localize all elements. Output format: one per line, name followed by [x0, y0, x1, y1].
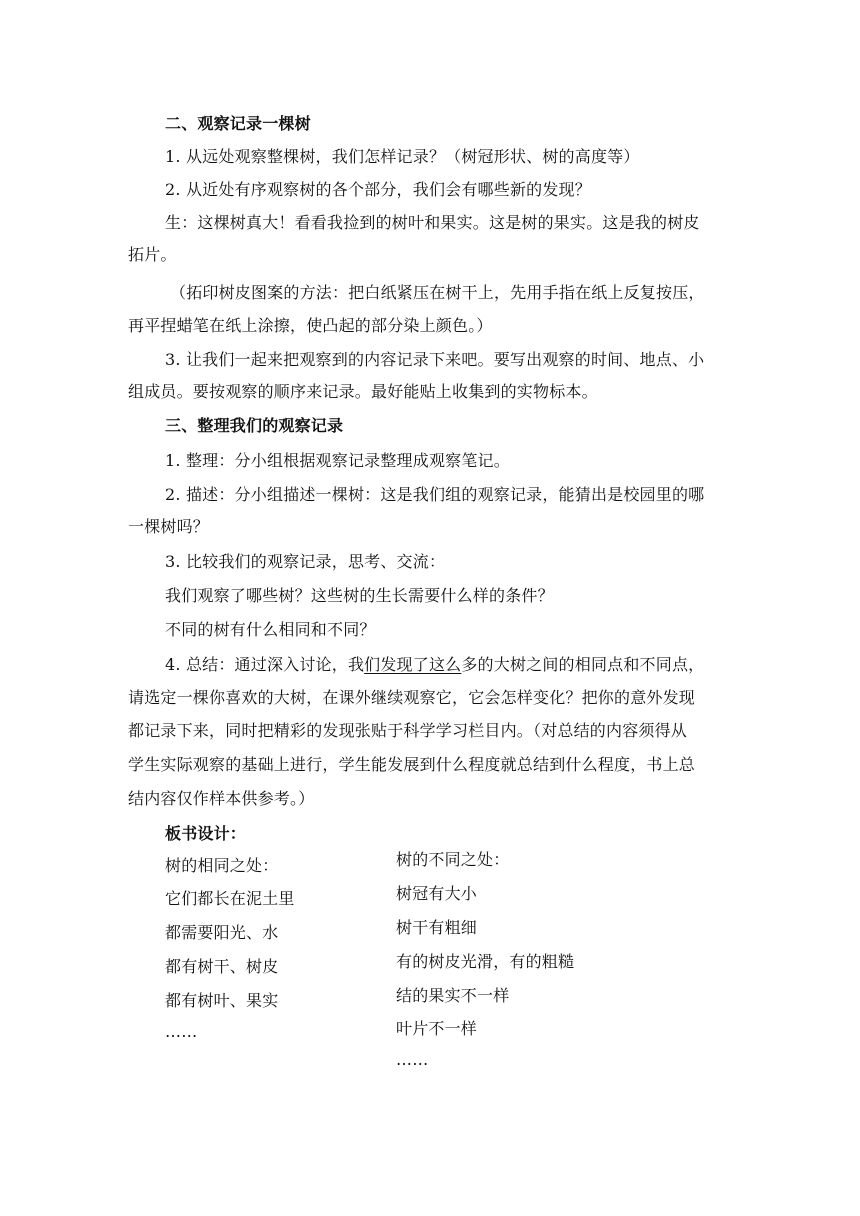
paragraph: 不同的树有什么相同和不同？	[165, 620, 376, 639]
board-right-item: 结的果实不一样	[396, 986, 510, 1005]
paragraph: 生：这棵树真大！看看我捡到的树叶和果实。这是树的果实。这是我的树皮	[165, 213, 700, 232]
section-heading-observe: 二、观察记录一棵树	[165, 114, 311, 133]
paragraph: 我们观察了哪些树？这些树的生长需要什么样的条件？	[165, 586, 554, 605]
paragraph: 1. 从远处观察整棵树，我们怎样记录？（树冠形状、树的高度等）	[165, 147, 640, 166]
paragraph: （拓印树皮图案的方法：把白纸紧压在树干上，先用手指在纸上反复按压，	[170, 283, 705, 302]
board-right-ellipsis: ……	[396, 1050, 429, 1069]
paragraph-summary	[165, 655, 704, 675]
paragraph-continuation: 结内容仅作样本供参考。）	[128, 789, 315, 808]
summary-text: 4. 总结：通过深入讨论，我	[165, 655, 365, 674]
board-right-item: 树干有粗细	[396, 918, 478, 937]
paragraph: 2. 描述：分小组描述一棵树：这是我们组的观察记录，能猜出是校园里的哪	[165, 485, 705, 504]
board-left-item: 都需要阳光、水	[165, 923, 279, 942]
paragraph: 3. 比较我们的观察记录，思考、交流：	[165, 552, 446, 571]
board-left-header: 树的相同之处：	[165, 856, 279, 875]
board-right-header: 树的不同之处：	[396, 850, 510, 869]
paragraph: 3. 让我们一起来把观察到的内容记录下来吧。要写出观察的时间、地点、小	[165, 350, 705, 369]
paragraph: 2. 从近处有序观察树的各个部分，我们会有哪些新的发现？	[165, 180, 591, 199]
board-left-item: 它们都长在泥土里	[165, 889, 295, 908]
paragraph-continuation: 都记录下来，同时把精彩的发现张贴于科学学习栏目内。（对总结的内容须得从	[128, 721, 688, 740]
underlined-text: 们发现了这么	[364, 655, 462, 674]
board-left-item: 都有树干、树皮	[165, 957, 279, 976]
board-right-item: 叶片不一样	[396, 1019, 478, 1038]
board-left-item: 都有树叶、果实	[165, 991, 279, 1010]
paragraph-continuation: 再平捏蜡笔在纸上涂擦，使凸起的部分染上颜色。）	[128, 316, 493, 335]
board-left-ellipsis: ……	[165, 1022, 198, 1041]
section-heading-organize: 三、整理我们的观察记录	[165, 416, 344, 435]
paragraph-continuation: 请选定一棵你喜欢的大树，在课外继续观察它，它会怎样变化？把你的意外发现	[128, 688, 696, 707]
board-right-item: 有的树皮光滑，有的粗糙	[396, 952, 575, 971]
board-right-item: 树冠有大小	[396, 884, 478, 903]
summary-text: 多的大树之间的相同点和不同点，	[461, 655, 705, 674]
paragraph-continuation: 拓片。	[128, 245, 177, 264]
paragraph-continuation: 组成员。要按观察的顺序来记录。最好能贴上收集到的实物标本。	[128, 382, 598, 401]
paragraph-continuation: 学生实际观察的基础上进行，学生能发展到什么程度就总结到什么程度，书上总	[128, 755, 696, 774]
paragraph: 1. 整理：分小组根据观察记录整理成观察笔记。	[165, 451, 510, 470]
board-design-title: 板书设计：	[165, 824, 247, 843]
paragraph-continuation: 一棵树吗？	[128, 517, 210, 536]
